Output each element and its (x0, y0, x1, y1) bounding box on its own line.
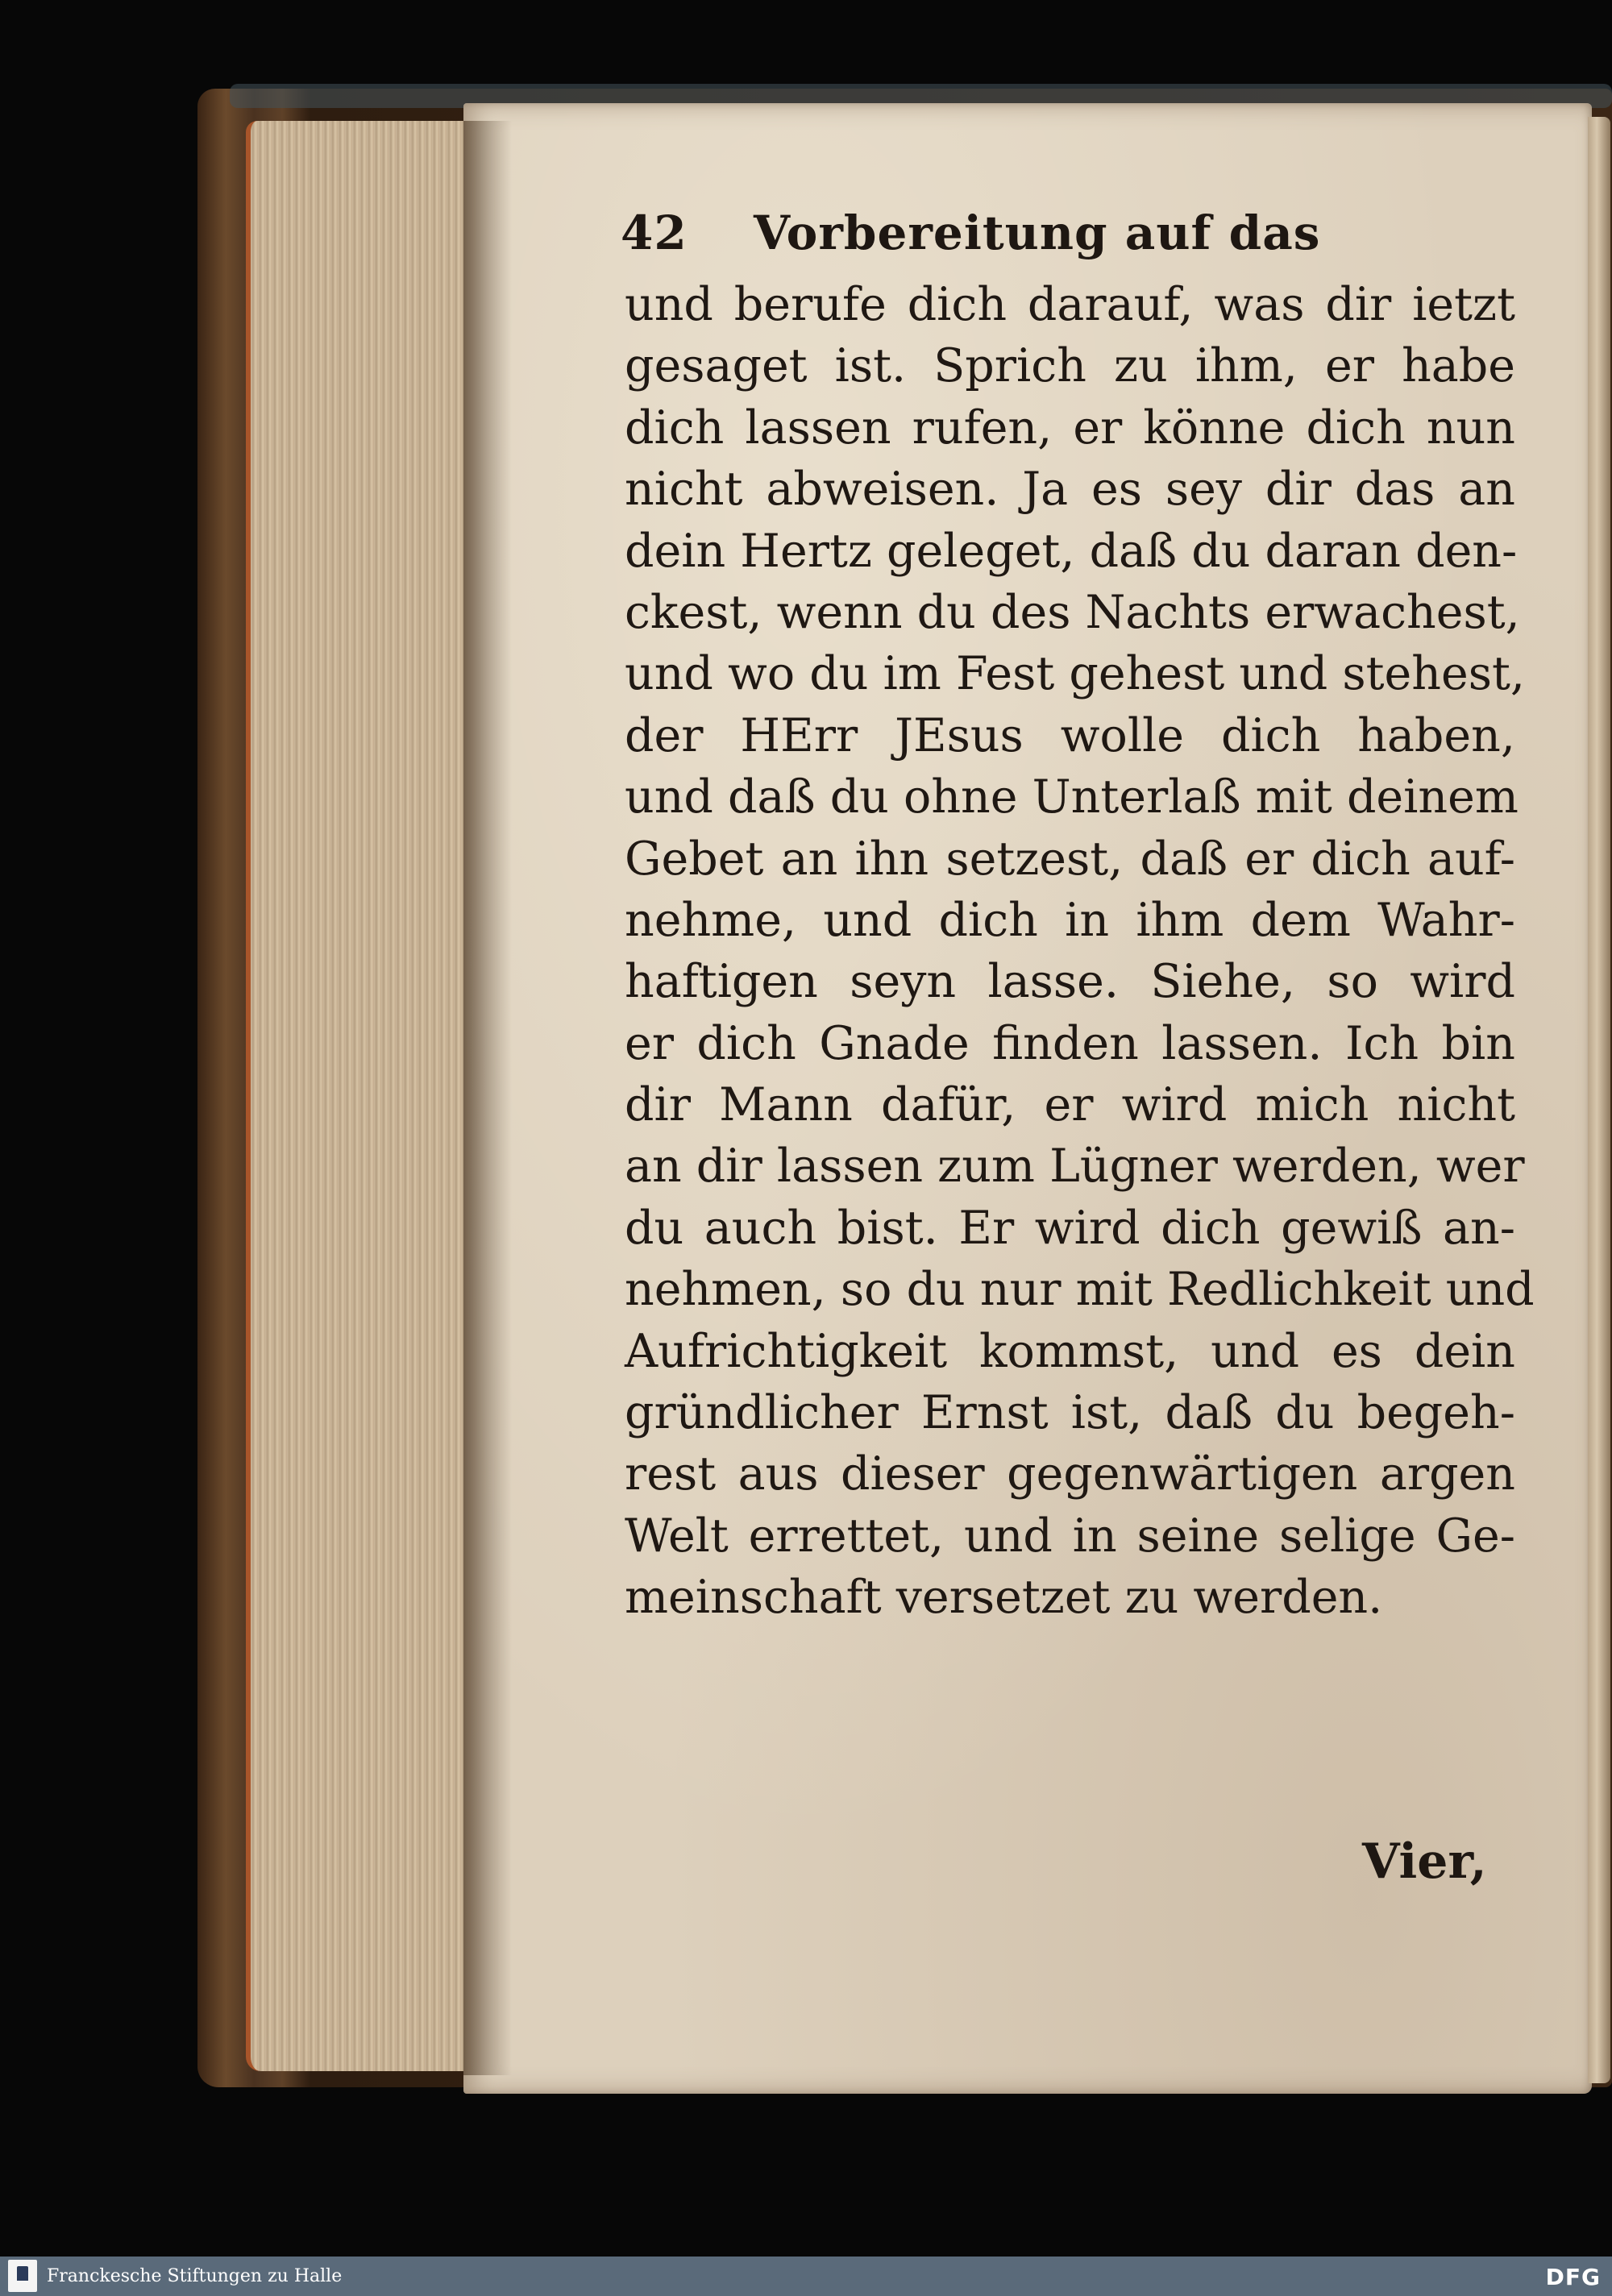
text-line: gründlicher Ernst ist, daß du begeh- (625, 1386, 1515, 1440)
text-line: nehmen, so du nur mit Redlichkeit und (625, 1263, 1535, 1317)
text-line: an dir lassen zum Lügner werden, wer (625, 1140, 1525, 1194)
text-line: er dich Gnade finden lassen. Ich bin (625, 1016, 1515, 1070)
viewer-footer (0, 2257, 1612, 2296)
gutter-shadow (463, 121, 512, 2075)
running-head: Vorbereitung auf das (754, 206, 1321, 260)
page-header (621, 206, 1451, 270)
text-line: nehme, und dich in ihm dem Wahr- (625, 893, 1515, 947)
body-text (625, 274, 1535, 1629)
text-line: gesaget ist. Sprich zu ihm, er habe (625, 339, 1515, 393)
text-line: ckest, wenn du des Nachts erwachest, (625, 585, 1520, 639)
text-line: und berufe dich darauf, was dir ietzt (625, 278, 1515, 331)
text-line: meinschaft versetzet zu werden. (625, 1571, 1383, 1625)
institution-label[interactable]: Franckesche Stiftungen zu Halle (47, 2266, 343, 2286)
text-line: und daß du ohne Unterlaß mit deinem (625, 770, 1519, 824)
text-line: dein Hertz geleget, daß du daran den- (625, 524, 1518, 578)
text-line: du auch bist. Er wird dich gewiß an- (625, 1201, 1515, 1255)
text-line: dich lassen rufen, er könne dich nun (625, 401, 1515, 455)
text-line: rest aus dieser gegenwärtigen argen (625, 1447, 1515, 1501)
text-line: haftigen seyn lasse. Siehe, so wird (625, 955, 1515, 1009)
institution-logo-icon[interactable] (8, 2260, 37, 2292)
funder-logo[interactable]: DFG (1545, 2264, 1601, 2290)
text-line: und wo du im Fest gehest und stehest, (625, 647, 1525, 701)
text-line: dir Mann dafür, er wird mich nicht (625, 1078, 1515, 1132)
text-line: Aufrichtigkeit kommst, und es dein (625, 1324, 1515, 1378)
page-number: 42 (621, 206, 688, 260)
catchword: Vier, (1362, 1833, 1487, 1890)
text-line: der HErr JEsus wolle dich haben, (625, 708, 1515, 762)
text-line: Gebet an ihn setzest, daß er dich auf- (625, 832, 1515, 886)
text-line: Welt errettet, und in seine selige Ge- (625, 1509, 1515, 1563)
page-right-edge (1588, 117, 1610, 2083)
text-line: nicht abweisen. Ja es sey dir das an (625, 463, 1515, 517)
